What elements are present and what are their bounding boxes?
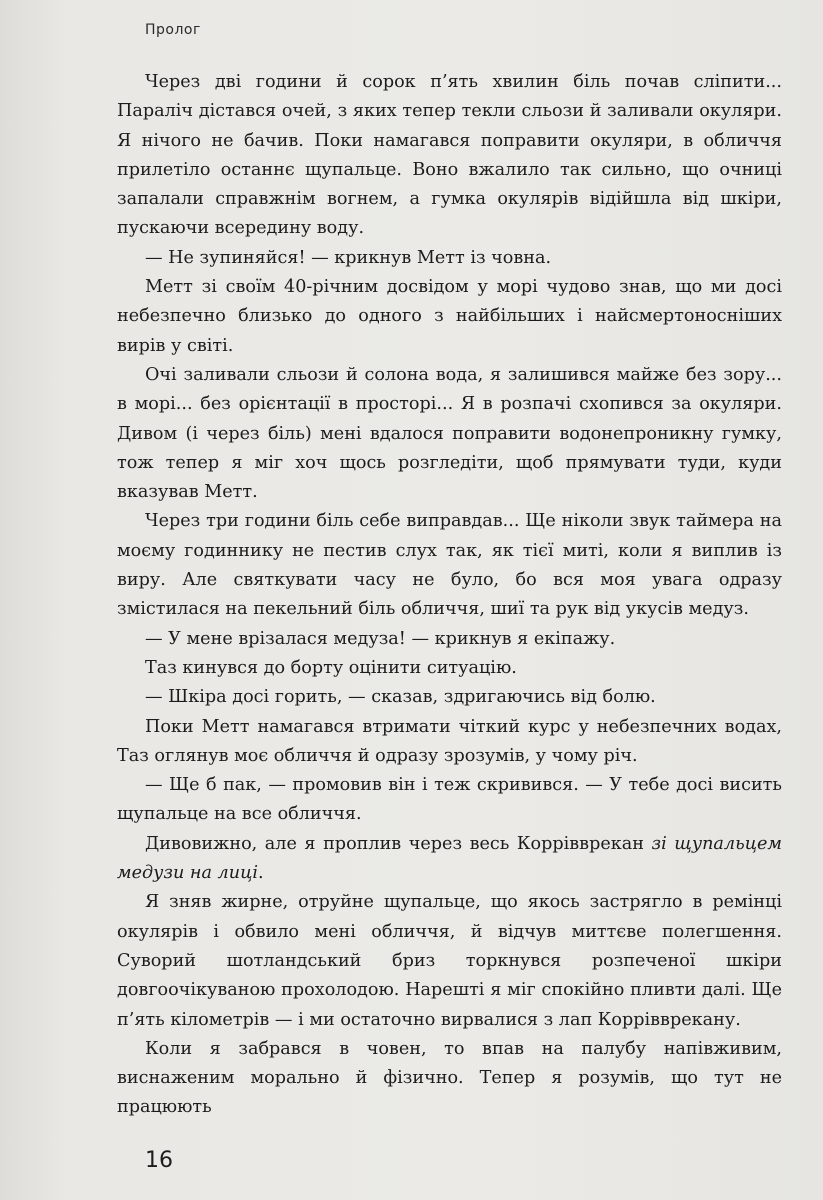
paragraph-with-italic bbox=[117, 830, 782, 889]
paragraph: Таз кинувся до борту оцінити ситуацію. bbox=[145, 657, 517, 678]
paragraph: Через дві години й сорок п’ять хвилин біль почав сліпити... Параліч дістався очей, з яких тепер текли сльози й заливали окуляри. Я нічого не бачив. Поки намагався поправити окуляри, в обличчя прилетіло останнє щупальце. Воно вжалило так сильно, що очниці запалали справжнім вогнем, а гумка окулярів відійшла від шкіри, пускаючи всередину воду. bbox=[117, 72, 782, 239]
paragraph: — Шкіра досі горить, — сказав, здригаючись від болю. bbox=[145, 687, 656, 708]
italic-phrase: зі щупальцем медузи на лиці bbox=[117, 833, 782, 884]
paragraph: Поки Метт намагався втримати чіткий курс у небезпечних водах, Таз оглянув моє обличчя й одразу зрозумів, у чому річ. bbox=[117, 716, 782, 766]
paragraph: Очі заливали сльози й солона вода, я залишився майже без зору... в морі... без орієнтації в просторі... Я в розпачі схопився за окуляри. Дивом (і через біль) мені вдалося поправити водонепроникну гумку, тож тепер я міг хоч щось розгледіти, щоб прямувати туди, куди вказував Метт. bbox=[117, 364, 782, 503]
paragraph: Коли я забрався в човен, то впав на палубу напівживим, виснаженим морально й фізично. Тепер я розумів, що тут не працюють bbox=[117, 1038, 782, 1118]
paragraph: — Не зупиняйся! — крикнув Метт із човна. bbox=[145, 247, 552, 268]
page-number: 16 bbox=[145, 1148, 173, 1173]
paragraph: Я зняв жирне, отруйне щупальце, що якось застрягло в ремінці окулярів і обвило мені обличчя, й відчув миттєве полегшення. Суворий шотландський бриз торкнувся розпеченої шкіри довгоочікуваною прохолодою. Нарешті я міг спокійно пливти далі. Ще п’ять кілометрів — і ми остаточно вирвалися з лап Коррівврекану. bbox=[117, 892, 782, 1030]
paragraph-text: . bbox=[257, 863, 264, 884]
paragraph: — Ще б пак, — промовив він і теж скривився. — У тебе досі висить щупальце на все обличчя. bbox=[117, 775, 782, 825]
paragraph: — У мене врізалася медуза! — крикнув я екіпажу. bbox=[145, 628, 616, 649]
body-text bbox=[117, 68, 782, 1123]
paragraph: Через три години біль себе виправдав... Ще ніколи звук таймера на моєму годиннику не пестив слух так, як тієї миті, коли я виплив із виру. Але святкувати часу не було, бо вся моя увага одразу змістилася на пекельний біль обличчя, шиї та рук від укусів медуз. bbox=[117, 511, 782, 620]
paragraph: Метт зі своїм 40-річним досвідом у морі чудово знав, що ми досі небезпечно близько до одного з найбільших і найсмертоносніших вирів у світі. bbox=[117, 277, 782, 356]
running-head: Пролог bbox=[145, 22, 201, 38]
paragraph-text: Дивовижно, але я проплив через весь Коррівврекан bbox=[145, 833, 652, 854]
